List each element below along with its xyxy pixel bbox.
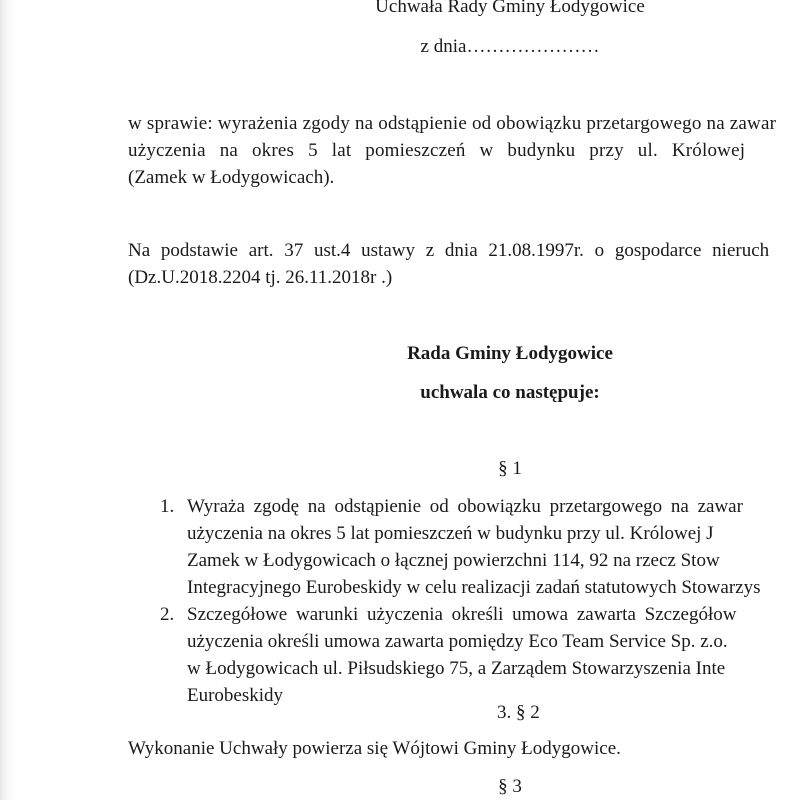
section-2-heading: 3. § 2 (497, 702, 540, 723)
item-2-line-2: użyczenia określi umowa zawarta pomiędzy Eco Team Service Sp. z.o. (187, 631, 728, 652)
subject-line-3: (Zamek w Łodygowicach). (128, 167, 335, 188)
item-2-line-1: Szczegółowe warunki użyczenia określi umowa zawarta Szczegółow (187, 604, 737, 625)
subject-line-2: użyczenia na okres 5 lat pomieszczeń w budynku przy ul. Królowej (128, 140, 746, 161)
item-1-line-1: Wyraża zgodę na odstąpienie od obowiązku przetargowego na zawar (187, 496, 743, 517)
item-2-line-3: w Łodygowicach ul. Piłsudskiego 75, a Zarządem Stowarzyszenia Inte (187, 658, 726, 679)
legal-basis-line-2: (Dz.U.2018.2204 tj. 26.11.2018r .) (128, 267, 393, 288)
item-1-line-4: Integracyjnego Eurobeskidy w celu realizacji zadań statutowych Stowarzys (187, 577, 761, 598)
section-2-text: Wykonanie Uchwały powierza się Wójtowi Gminy Łodygowice. (128, 738, 621, 759)
council-resolves: uchwala co następuje: (420, 382, 600, 403)
section-3-heading: § 3 (498, 776, 522, 797)
item-1-line-2: użyczenia na okres 5 lat pomieszczeń w budynku przy ul. Królowej J (187, 523, 714, 544)
resolution-date: z dnia………………… (420, 36, 600, 57)
council-name: Rada Gminy Łodygowice (407, 343, 613, 364)
item-2-line-4: Eurobeskidy (187, 685, 284, 706)
item-1-line-3: Zamek w Łodygowicach o łącznej powierzchni 114, 92 na rzecz Stow (187, 550, 720, 571)
legal-basis-line-1: Na podstawie art. 37 ust.4 ustawy z dnia 21.08.1997r. o gospodarce nieruch (128, 240, 770, 261)
section-1-heading: § 1 (498, 458, 522, 479)
item-2-marker: 2. (160, 604, 175, 625)
item-1-marker: 1. (160, 496, 175, 517)
subject-line-1: w sprawie: wyrażenia zgody na odstąpienie od obowiązku przetargowego na zawar (128, 113, 777, 134)
resolution-title: Uchwała Rady Gminy Łodygowice (375, 0, 645, 17)
